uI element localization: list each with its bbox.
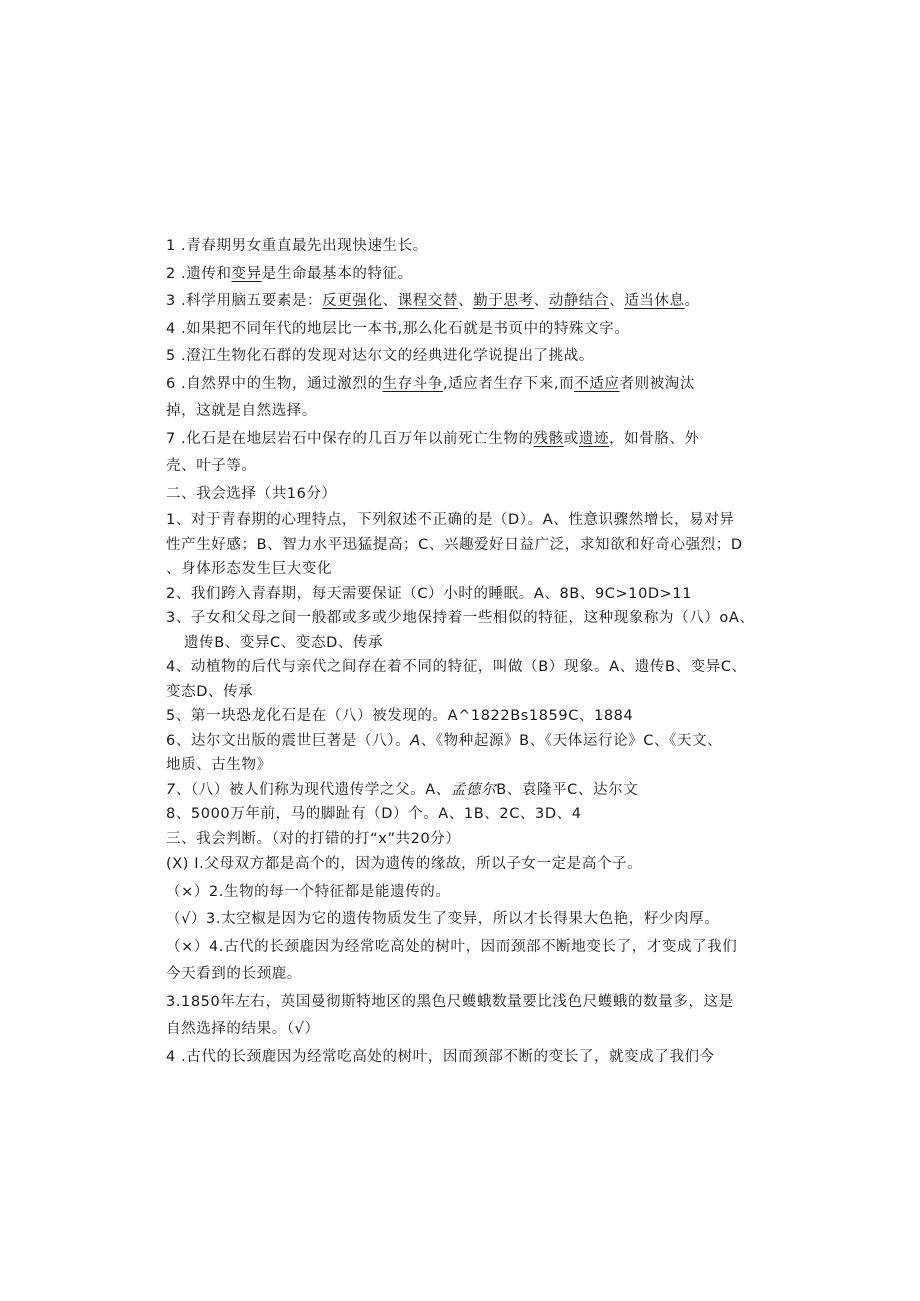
text-segment: 遗传B、变异C、变态D、传承 [184,634,384,651]
text-segment: 8、5000万年前，马的脚趾有（D）个。A、1B、2C、3D、4 [166,806,582,822]
text-segment: 7 [166,781,176,798]
text-segment: 孟德尔 [450,781,497,798]
text-line [166,371,766,399]
text-segment: 3、子女和父母之间一般都或多或少地保持着一些相似的特征，这种现象称为（八）oA、 [166,610,755,626]
text-segment: 或 [563,430,579,447]
text-line [166,606,766,631]
text-line [166,453,766,481]
text-line [166,989,766,1017]
text-line [166,261,766,289]
choice-section [166,508,766,827]
text-line [166,343,766,371]
text-segment: 6 .自然界中的生物，通过激烈的 [166,375,383,392]
judgement-section-heading: 三、我会判断。（对的打错的打“x”共20分） [166,830,461,847]
text-line [166,426,766,454]
text-segment: 今天看到的长颈鹿。 [166,966,302,982]
text-segment: （×）2.生物的每一个特征都是能遗传的。 [166,883,451,900]
underlined-answer: 反更强化 [322,293,383,309]
text-segment: A [410,732,421,749]
text-line [166,533,766,558]
text-segment: 、 [458,293,474,309]
text-segment: 变态D、传承 [166,683,254,700]
text-segment: 3 .科学用脑五要素是： [166,293,323,309]
text-segment: （×）4.古代的长颈鹿因为经常吃高处的树叶，因而颈部不断地变长了，才变成了我们 [166,938,738,955]
text-line [166,631,766,656]
text-line [166,398,766,426]
text-segment: 1、对于青春期的心理特点，下列叙述不正确的是（D）。A、性意识骤然增长，易对异 [166,512,735,528]
text-segment: 2 .遗传和 [166,265,232,282]
text-segment: 者则被淘汰 [619,375,695,392]
underlined-answer: 动静结合 [548,293,610,309]
text-segment: 地质、古生物》 [166,757,272,773]
text-segment: 。 [684,293,700,309]
choice-section-heading: 二、我会选择（共16分） [166,485,337,502]
fill-in-section [166,233,766,481]
text-segment: ,适应者生存下来,而 [442,375,575,392]
text-segment: 3.1850年左右，英国曼彻斯特地区的黑色尺蠖蛾数量要比浅色尺蠖蛾的数量多，这是 [166,993,734,1010]
text-line [166,934,766,962]
text-segment: 、《物种起源》B、《天体运行论》C、《天文、 [420,732,723,749]
underlined-answer: 适当休息 [624,293,685,309]
text-line [166,729,766,754]
text-segment: 、身体形态发生巨大变化 [166,561,333,577]
text-line [166,680,766,705]
text-line [166,753,766,778]
text-line [166,961,766,989]
text-line [166,851,766,879]
text-line [166,1016,766,1044]
text-segment: 、 [609,293,625,309]
text-line [166,655,766,680]
text-segment: 7 .化石是在地层岩石中保存的几百万年以前死亡生物的 [166,430,534,447]
underlined-answer: 不适应 [574,375,620,392]
text-segment: 掉，这就是自然选择。 [166,403,317,419]
underlined-answer: 勤于思考 [473,293,534,309]
text-segment: 、 [533,293,549,309]
text-segment: 4 .如果把不同年代的地层比一本书,那么化石就是书页中的特殊文字。 [166,320,630,337]
text-line [166,704,766,729]
text-line [166,233,766,261]
underlined-answer: 生存斗争 [382,375,443,392]
text-line [166,557,766,582]
text-segment: 4、动植物的后代与亲代之间存在着不同的特征，叫做（B）现象。A、遗传B、变异C、 [166,659,747,675]
text-segment: 6、达尔文出版的震世巨著是（八）。 [166,732,411,749]
text-line [166,778,766,803]
text-line [166,802,766,827]
text-line [166,288,766,316]
text-line [166,316,766,344]
text-segment: ，如骨胳、外 [609,430,700,447]
text-segment: 壳、叶子等。 [166,458,257,474]
text-line [166,906,766,934]
text-segment: (X) I.父母双方都是高个的，因为遗传的缘故，所以子女一定是高个子。 [166,856,643,872]
text-line [166,1044,766,1072]
text-segment: 自然选择的结果。（√） [166,1021,320,1037]
text-line [166,879,766,907]
text-segment: 性产生好感；B、智力水平迅猛提高；C、兴趣爱好日益广泛，求知欲和好奇心强烈；D [166,536,743,553]
text-segment: 2、我们跨入青春期，每天需要保证（C）小时的睡眠。A、8B、9C>10D>11 [166,585,693,602]
judgement-section [166,851,766,989]
text-segment: 是生命最基本的特征。 [261,265,413,282]
text-segment: 、 [382,293,398,309]
text-segment: （√）3.太空椒是因为它的遗传物质发生了变异，所以才长得果大色艳，籽少肉厚。 [166,911,720,927]
underlined-answer: 变异 [231,265,262,282]
text-segment: B、袁隆平C、达尔文 [496,781,639,798]
text-segment: 5、第一块恐龙化石是在（八）被发现的。A^1822Bs1859C、1884 [166,708,634,724]
text-segment: 1 .青春期男女重直最先出现快速生长。 [166,238,428,254]
underlined-answer: 残骸 [533,430,564,447]
underlined-answer: 遗迹 [578,430,610,447]
text-line [166,508,766,533]
text-segment: 5 .澄江生物化石群的发现对达尔文的经典进化学说提出了挑战。 [166,348,594,364]
text-segment: 4 .古代的长颈鹿因为经常吃高处的树叶，因而颈部不断的变长了，就变成了我们今 [166,1048,715,1065]
text-segment: 、（八）被人们称为现代遗传学之父。A、 [175,781,451,798]
extra-judgement-section [166,989,766,1072]
underlined-answer: 课程交替 [397,293,459,309]
document-body [166,233,766,1071]
text-line [166,582,766,607]
